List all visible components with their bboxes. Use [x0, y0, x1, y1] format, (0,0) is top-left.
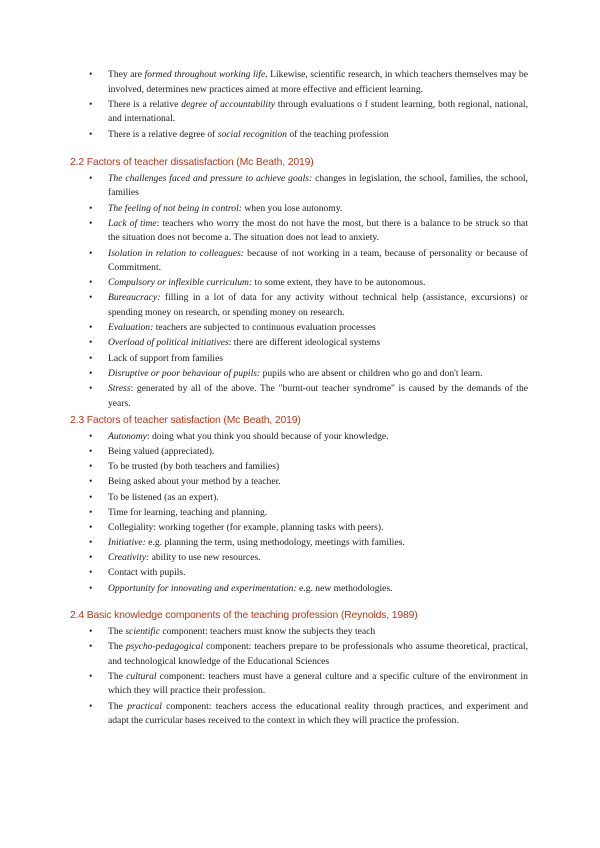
list-item: • Autonomy: doing what you think you should because of your knowledge.: [70, 430, 528, 445]
list-item: • Creativity: ability to use new resources.: [70, 551, 528, 566]
list-item: • To be listened (as an expert).: [70, 491, 528, 506]
list-item: • They are formed throughout working life. Likewise, scientific research, in which teachers themselves may be involved, determines new practices aimed at more effective and efficient learning.: [70, 68, 528, 97]
list-item: • There is a relative degree of social recognition of the teaching profession: [70, 128, 528, 143]
page-content: [70, 68, 528, 729]
list-item: • The feeling of not being in control: when you lose autonomy.: [70, 202, 528, 217]
list-item: • There is a relative degree of accountability through evaluations o f student learning, both regional, national, and international.: [70, 98, 528, 127]
list-item: • Overload of political initiatives: there are different ideological systems: [70, 336, 528, 351]
list-item: • The cultural component: teachers must have a general culture and a specific culture of the environment in which they will practice their profession.: [70, 670, 528, 699]
list-item: • Disruptive or poor behaviour of pupils: pupils who are absent or children who go and don't learn.: [70, 367, 528, 382]
section-heading-dissatisfaction: 2.2 Factors of teacher dissatisfaction (Mc Beath, 2019): [70, 156, 314, 168]
section-heading-satisfaction: 2.3 Factors of teacher satisfaction (Mc Beath, 2019): [70, 414, 301, 426]
knowledge-components-list: [70, 625, 528, 729]
list-item: • Lack of support from families: [70, 352, 528, 367]
list-item: • The practical component: teachers access the educational reality through practices, and experiment and adapt the curricular bases received to the context in which they will practice the profession.: [70, 700, 528, 729]
list-item: • Collegiality: working together (for example, planning tasks with peers).: [70, 521, 528, 536]
list-item: • Compulsory or inflexible curriculum: to some extent, they have to be autonomous.: [70, 276, 528, 291]
list-item: • Opportunity for innovating and experimentation: e.g. new methodologies.: [70, 582, 528, 597]
list-item: • Time for learning, teaching and planning.: [70, 506, 528, 521]
intro-list: [70, 68, 528, 142]
list-item: • Being valued (appreciated).: [70, 445, 528, 460]
list-item: • Initiative: e.g. planning the term, using methodology, meetings with families.: [70, 536, 528, 551]
list-item: • The challenges faced and pressure to achieve goals: changes in legislation, the school, families, the school, families: [70, 172, 528, 201]
list-item: • Stress: generated by all of the above. The "burnt-out teacher syndrome" is caused by the demands of the years.: [70, 382, 528, 411]
list-item: • To be trusted (by both teachers and families): [70, 460, 528, 475]
list-item: • Evaluation: teachers are subjected to continuous evaluation processes: [70, 321, 528, 336]
list-item: • The psycho-pedagogical component: teachers prepare to be professionals who assume theoretical, practical, and technological knowledge of the Educational Sciences: [70, 640, 528, 669]
list-item: • Isolation in relation to colleagues: because of not working in a team, because of personality or because of Commitment.: [70, 247, 528, 276]
section-heading-knowledge-components: 2.4 Basic knowledge components of the teaching profession (Reynolds, 1989): [70, 609, 418, 621]
list-item: • Contact with pupils.: [70, 566, 528, 581]
dissatisfaction-list: [70, 172, 528, 411]
list-item: • Lack of time: teachers who worry the most do not have the most, but there is a balance to be struck so that the situation does not become a. The situation does not lead to anxiety.: [70, 217, 528, 246]
list-item: • The scientific component: teachers must know the subjects they teach: [70, 625, 528, 640]
satisfaction-list: [70, 430, 528, 596]
list-item: • Being asked about your method by a teacher.: [70, 475, 528, 490]
list-item: • Bureaucracy: filling in a lot of data for any activity without technical help (assistance, excursions) or spending money on research, or spending money on research.: [70, 291, 528, 320]
